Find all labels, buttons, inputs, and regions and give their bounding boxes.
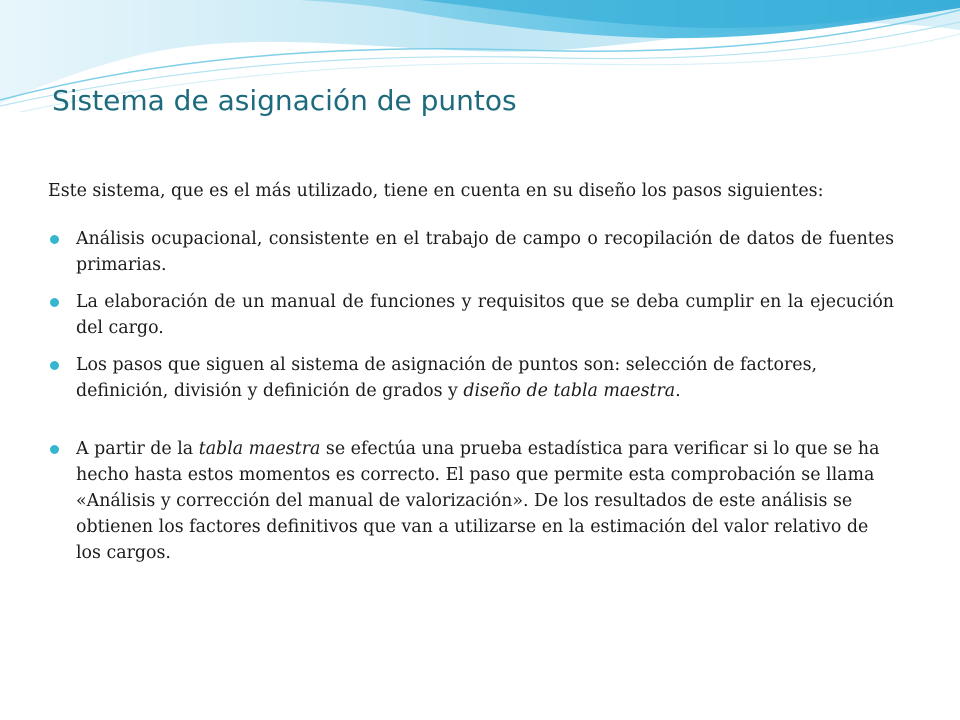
slide-body [48,178,894,577]
bullet-text: La elaboración de un manual de funciones y requisitos que se deba cumplir en la ejecución del cargo. [76,292,894,338]
bullet-list [48,226,894,566]
bullet-text: A partir de la [76,439,199,459]
bullet-emphasis: diseño de tabla maestra [463,381,676,401]
bullet-text-end: se efectúa una prueba estadística para verificar si lo que se ha hecho hasta estos momentos es correcto. El paso que permite esta comprobación se llama «Análisis y corrección del manual de valorización». De los resultados de este análisis se obtienen los factores definitivos que van a utilizarse en la estimación del valor relativo de los cargos. [76,439,880,563]
bullet-text-end: . [675,381,681,401]
bullet-text: Los pasos que siguen al sistema de asignación de puntos son: selección de factores, definición, división y definición de grados y [76,355,818,401]
bullet-item [48,436,894,566]
slide-title: Sistema de asignación de puntos [52,84,517,117]
bullet-icon [50,298,59,307]
intro-paragraph: Este sistema, que es el más utilizado, tiene en cuenta en su diseño los pasos siguientes: [48,181,824,201]
bullet-emphasis: tabla maestra [198,439,321,459]
bullet-item [48,352,894,404]
bullet-item [48,226,894,278]
bullet-icon [50,361,59,370]
bullet-item [48,289,894,341]
bullet-text: Análisis ocupacional, consistente en el trabajo de campo o recopilación de datos de fuentes primarias. [76,229,894,275]
bullet-icon [50,235,59,244]
bullet-icon [50,445,59,454]
